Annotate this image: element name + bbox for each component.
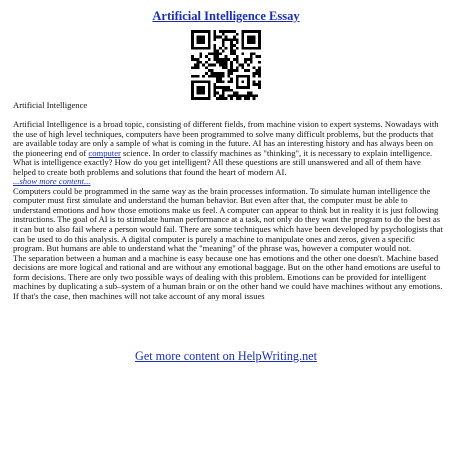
qr-code-icon (191, 30, 261, 100)
section-heading: Artificial Intelligence (13, 100, 88, 110)
paragraph-2: Computers could be programmed in the same way as the brain processes information. To simulate human intelligence the computer must first simulate and understand the human behavior. But even after that, the computer must be able to understand emotions and how those emotions make us feel. A computer can appear to think but in reality it is just following instructions. The goal of AI is to stimulate human performance at a task, not only do they want the program to do the best as it can but to also fail where a person would fail. There are some techniques which have been developed by psychologists that can be used to do this analysis. A digital computer is purely a machine to manipulate ones and zeros, given a specific program. But humans are able to understand what the "meaning" of the phrase was, however a computer would not. (13, 185, 443, 254)
page-title[interactable]: Artificial Intelligence Essay (152, 9, 300, 23)
paragraph-1 (13, 120, 443, 177)
show-more-link[interactable]: ...show more content... (13, 176, 91, 187)
paragraph-3: The separation between a human and a machine is easy because one has emotions and the other one doesn't. Machine based decisions are more logical and rational and are without any emotional baggage. But on the other hand emotions are useful to form decisions. There are only two possible ways of dealing with this problem. Emotions can be provided for intelligent machines by duplicating a sub–system of a human brain or on the other hand we could have machines without any emotions. If that's the case, then machines will not take account of any moral issues (13, 252, 443, 301)
qr-code-graphic (191, 30, 261, 100)
computer-link[interactable]: computer (88, 147, 121, 158)
paragraph-1-text-b: science. In order to classify machines as "thinking", it is necessary to explain intelligence. What is intelligence exactly? How do you get intelligent? All these questions are still unanswered and all of them have helped to create both problems and solutions that found the heart of modern AI. (13, 147, 433, 177)
paragraph-1-text-a: Artificial Intelligence is a broad topic, consisting of different fields, from machine vision to expert systems. Nowadays with the use of high level techniques, computers have been programmed to solve many difficult problems, but the products that are available today are only a sample of what is coming in the future. AI has an interesting history and has always been on the pioneering end of (13, 119, 439, 158)
essay-body (13, 120, 443, 301)
get-more-content-link[interactable]: Get more content on HelpWriting.net (135, 349, 317, 363)
